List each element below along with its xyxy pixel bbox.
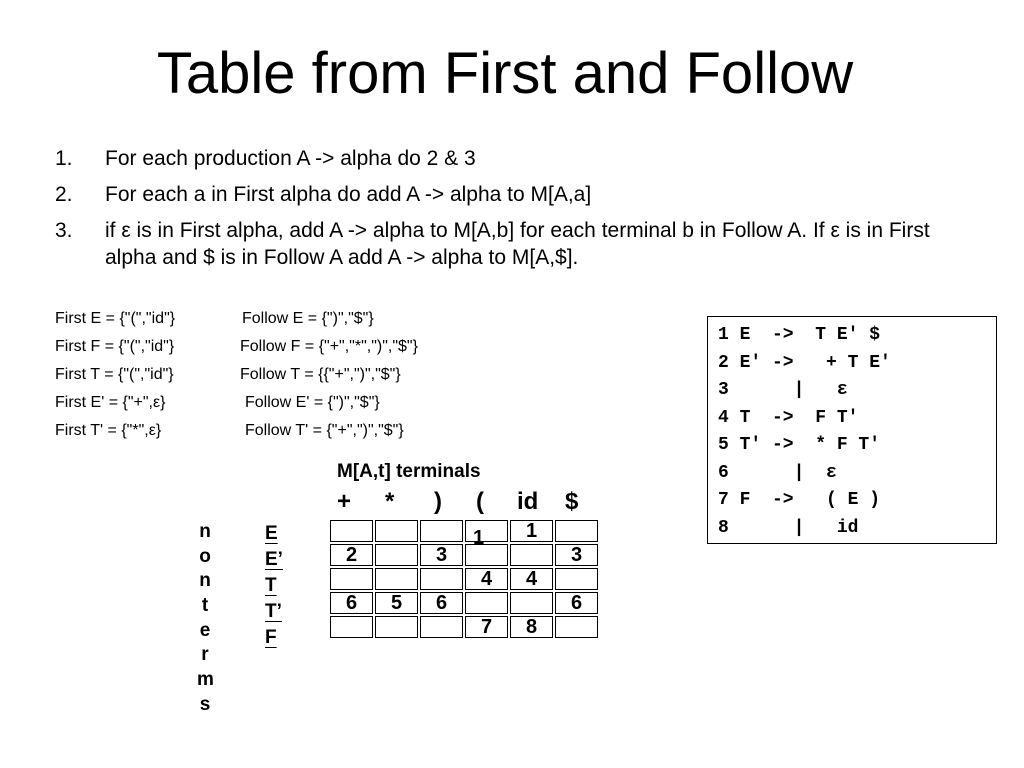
terminal-header: ) bbox=[434, 488, 442, 515]
nonterminal-label: E’ bbox=[265, 549, 283, 570]
grammar-production: 3 | ε bbox=[718, 380, 848, 400]
follow-set: Follow T' = {"+",")","$"} bbox=[245, 422, 404, 439]
grammar-box bbox=[707, 316, 997, 544]
table-cell bbox=[420, 568, 463, 590]
stray-production-number: 1 bbox=[473, 527, 485, 549]
slide-title: Table from First and Follow bbox=[156, 41, 854, 106]
table-cell: 3 bbox=[420, 544, 463, 566]
step-number: 3. bbox=[55, 219, 73, 242]
table-row bbox=[330, 568, 598, 590]
nonterms-letter: m bbox=[197, 669, 214, 691]
table-cell bbox=[375, 520, 418, 542]
nonterms-letter: o bbox=[199, 545, 211, 567]
nonterms-letter: n bbox=[199, 521, 211, 542]
table-cell bbox=[555, 616, 598, 638]
first-set: First F = {"(","id"} bbox=[55, 338, 175, 355]
table-cell: 6 bbox=[330, 592, 373, 614]
nonterminal-label: T bbox=[265, 575, 277, 596]
table-cell bbox=[330, 568, 373, 590]
table-cell bbox=[555, 568, 598, 590]
step-text: For each production A -> alpha do 2 & 3 bbox=[105, 147, 476, 170]
table-cell bbox=[510, 592, 553, 614]
terminal-header: $ bbox=[565, 488, 579, 515]
step-number: 2. bbox=[55, 183, 73, 206]
grammar-production: 6 | ε bbox=[718, 462, 837, 483]
grammar-production: 2 E' -> + T E' bbox=[718, 352, 891, 373]
table-cell bbox=[330, 520, 373, 542]
step-text: if ε is in First alpha, add A -> alpha to M[A,b] for each terminal b in Follow A. If ε is in First alpha and $ is in Follow A add A -> alpha to M[A,$]. bbox=[105, 219, 930, 269]
follow-set: Follow F = {"+","*",")","$"} bbox=[240, 338, 418, 355]
nonterms-letter: s bbox=[199, 693, 211, 715]
follow-set: Follow T = {{"+",")","$"} bbox=[240, 366, 401, 383]
nonterminal-label: T’ bbox=[265, 601, 282, 622]
table-cell: 4 bbox=[465, 568, 508, 590]
grammar-production: 4 T -> F T' bbox=[718, 407, 859, 428]
table-cell bbox=[465, 544, 508, 566]
nonterminal-label: E bbox=[265, 523, 278, 544]
table-cell bbox=[375, 544, 418, 566]
table-cell bbox=[375, 568, 418, 590]
table-cell: 8 bbox=[510, 616, 553, 638]
follow-set: Follow E' = {")","$"} bbox=[245, 394, 380, 411]
first-set: First T = {"(","id"} bbox=[55, 366, 174, 383]
grammar-production: 8 | id bbox=[718, 517, 859, 538]
nonterms-vertical-label bbox=[197, 520, 213, 718]
table-cell bbox=[375, 616, 418, 638]
table-cell bbox=[465, 592, 508, 614]
algorithm-steps bbox=[55, 145, 955, 280]
parse-table-title: M[A,t] terminals bbox=[337, 461, 481, 482]
terminal-header: * bbox=[385, 488, 395, 515]
first-set: First T' = {"*",ε} bbox=[55, 422, 162, 439]
first-set: First E = {"(","id"} bbox=[55, 310, 176, 327]
nonterms-letter: n bbox=[199, 570, 211, 592]
nonterminal-label: F bbox=[265, 627, 277, 648]
table-cell: 7 bbox=[465, 616, 508, 638]
nonterms-letter: t bbox=[201, 595, 209, 617]
step-item bbox=[55, 181, 955, 208]
table-cell bbox=[330, 616, 373, 638]
table-cell: 5 bbox=[375, 592, 418, 614]
grammar-production: 1 E -> T E' $ bbox=[718, 325, 881, 345]
step-item bbox=[55, 145, 955, 172]
table-cell: 2 bbox=[330, 544, 373, 566]
grammar-production: 7 F -> ( E ) bbox=[718, 490, 881, 510]
step-item bbox=[55, 217, 955, 271]
nonterms-letter: r bbox=[201, 644, 209, 666]
table-cell bbox=[465, 520, 508, 542]
table-cell: 4 bbox=[510, 568, 553, 590]
first-set: First E' = {"+",ε} bbox=[55, 394, 166, 411]
table-cell: 1 bbox=[510, 520, 553, 542]
table-row bbox=[330, 544, 598, 566]
follow-set: Follow E = {")","$"} bbox=[242, 310, 374, 327]
table-cell: 6 bbox=[420, 592, 463, 614]
table-row bbox=[330, 616, 598, 638]
terminal-header: ( bbox=[476, 488, 484, 515]
step-text: For each a in First alpha do add A -> alpha to M[A,a] bbox=[105, 183, 592, 206]
table-cell: 3 bbox=[555, 544, 598, 566]
grammar-production: 5 T' -> * F T' bbox=[718, 435, 881, 455]
table-row bbox=[330, 592, 598, 614]
step-number: 1. bbox=[55, 147, 73, 170]
table-cell bbox=[420, 616, 463, 638]
terminal-header: id bbox=[517, 488, 539, 515]
terminal-header: + bbox=[337, 488, 352, 515]
nonterms-letter: e bbox=[199, 619, 211, 641]
table-cell: 6 bbox=[555, 592, 598, 614]
parse-table bbox=[328, 518, 600, 640]
table-row bbox=[330, 520, 598, 542]
table-cell bbox=[555, 520, 598, 542]
table-cell bbox=[420, 520, 463, 542]
table-cell bbox=[510, 544, 553, 566]
